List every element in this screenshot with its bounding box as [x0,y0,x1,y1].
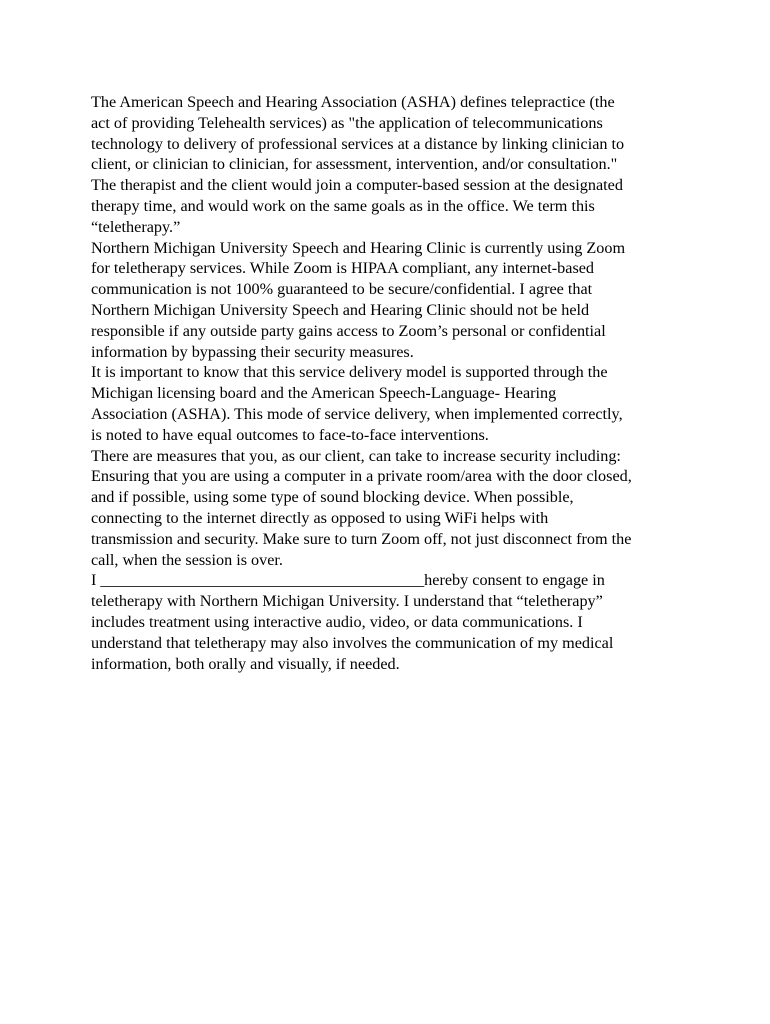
paragraph-security-measures: There are measures that you, as our client, can take to increase security including: Ensuring that you are using a computer in a private room/area with the door closed, and if possible, using some type of sound blocking device. When possible, connecting to the internet directly as opposed to using WiFi helps with transmission and security. Make sure to turn Zoom off, not just disconnect from the call, when the session is over. [91,446,632,569]
document-body [91,92,691,674]
paragraph-consent-statement: I ________________________________________hereby consent to engage in teletherapy with Northern Michigan University. I understand that “teletherapy” includes treatment using interactive audio, video, or data communications. I understand that teletherapy may also involves the communication of my medical information, both orally and visually, if needed. [91,571,614,673]
paragraph-telepractice-definition: The American Speech and Hearing Association (ASHA) defines telepractice (the act of providing Telehealth services) as "the application of telecommunications technology to delivery of professional services at a distance by linking clinician to client, or clinician to clinician, for assessment, intervention, and/or consultation." The therapist and the client would join a computer-based session at the designated therapy time, and would work on the same goals as in the office. We term this “teletherapy.” [91,93,625,236]
paragraph-service-delivery-model: It is important to know that this service delivery model is supported through the Michigan licensing board and the American Speech-Language- Hearing Association (ASHA). This mode of service delivery, when implemented correctly, is noted to have equal outcomes to face-to-face interventions. [91,363,623,444]
paragraph-zoom-hipaa: Northern Michigan University Speech and Hearing Clinic is currently using Zoom for teletherapy services. While Zoom is HIPAA compliant, any internet-based communication is not 100% guaranteed to be secure/confidential. I agree that Northern Michigan University Speech and Hearing Clinic should not be held responsible if any outside party gains access to Zoom’s personal or confidential information by bypassing their security measures. [91,238,626,361]
